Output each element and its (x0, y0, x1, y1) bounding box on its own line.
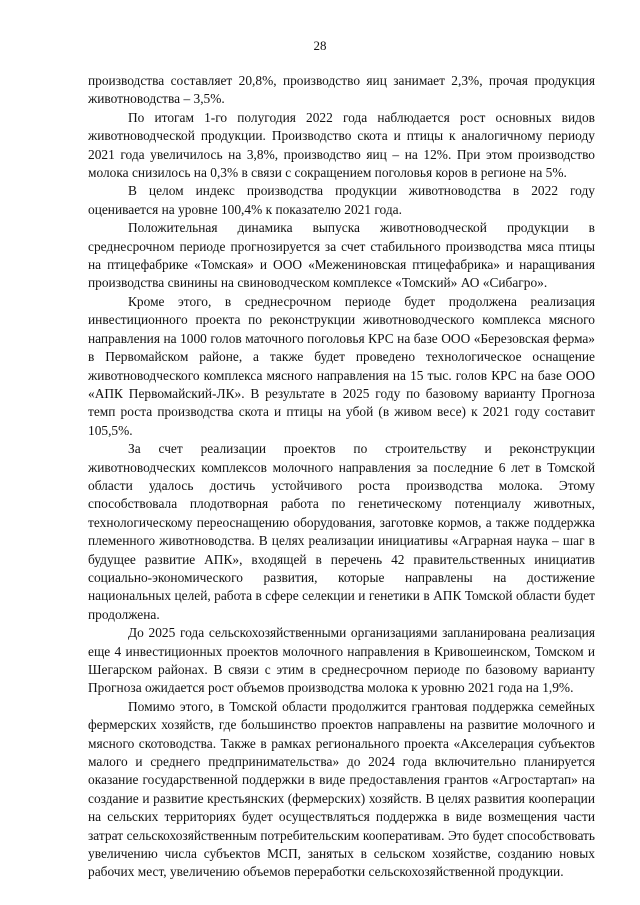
paragraph-first-half-results: По итогам 1-го полугодия 2022 года наблюдается рост основных видов животноводческой продукции. Производство скота и птицы к аналогичному периоду 2021 года увеличилось на 3,8%, производство яиц – на 12%. При этом производство молока снизилось на 0,3% в связи с сокращением поголовья коров в регионе на 5%. (88, 109, 595, 181)
page-number: 28 (313, 38, 327, 53)
paragraph-grant-support: Помимо этого, в Томской области продолжится грантовая поддержка семейных фермерских хозяйств, где большинство проектов направлены на развитие молочного и мясного скотоводства. Также в рамках регионального проекта «Акселерация субъектов малого и среднего предпринимательства» до 2024 года включительно планируется оказание государственной поддержки в виде предоставления грантов «Агростартап» на создание и развитие крестьянских (фермерских) хозяйств. В целях развития кооперации на сельских территориях будет осуществляться поддержка в виде возмещения части затрат сельскохозяйственным потребительским кооперативам. Это будет способствовать увеличению числа субъектов МСП, занятых в сельском хозяйстве, созданию новых рабочих мест, увеличению объемов переработки сельскохозяйственной продукции. (88, 698, 595, 880)
paragraph-investment-project: Кроме этого, в среднесрочном периоде будет продолжена реализация инвестиционного проекта по реконструкции животноводческого комплекса мясного направления на 1000 голов маточного поголовья КРС на базе ООО «Березовская ферма» в Первомайском районе, а также будет проведено технологическое оснащение животноводческого комплекса мясного направления на 15 тыс. голов КРС на базе ООО «АПК Первомайский-ЛК». В результате в 2025 году по базовому варианту Прогноза темп роста производства скота и птицы на убой (в живом весе) к 2021 году составит 105,5%. (88, 293, 595, 438)
document-body (88, 72, 595, 882)
paragraph-dairy-growth: За счет реализации проектов по строительству и реконструкции животноводческих комплексов молочного направления за последние 6 лет в Томской области удалось достичь устойчивого роста производства молока. Этому способствовала плодотворная работа по генетическому потенциалу животных, технологическому переоснащению оборудования, заготовке кормов, а также поддержка племенного животноводства. В целях реализации инициативы «Аграрная наука – шаг в будущее развитие АПК», входящей в перечень 42 правительственных инициатив социально-экономического развития, которые направлены на достижение национальных целей, работа в сфере селекции и генетики в АПК Томской области будет продолжена. (88, 441, 595, 622)
paragraph-dairy-projects-2025: До 2025 года сельскохозяйственными организациями запланирована реализация еще 4 инвестиционных проектов молочного направления в Кривошеинском, Томском и Шегарском районах. В связи с этим в среднесрочном периоде по базовому варианту Прогноза ожидается рост объемов производства молока к уровню 2021 года на 1,9%. (88, 625, 595, 696)
paragraph-positive-dynamics: Положительная динамика выпуска животноводческой продукции в среднесрочном периоде прогнозируется за счет стабильного производства мяса птицы на птицефабрике «Томская» и ООО «Межениновская птицефабрика» и наращивания производства свинины на свиноводческом комплексе «Томский» АО «Сибагро». (88, 220, 595, 291)
paragraph-continuation: производства составляет 20,8%, производство яиц занимает 2,3%, прочая продукция животноводства – 3,5%. (88, 73, 595, 107)
paragraph-production-index: В целом индекс производства продукции животноводства в 2022 году оценивается на уровне 100,4% к показателю 2021 года. (88, 183, 595, 217)
